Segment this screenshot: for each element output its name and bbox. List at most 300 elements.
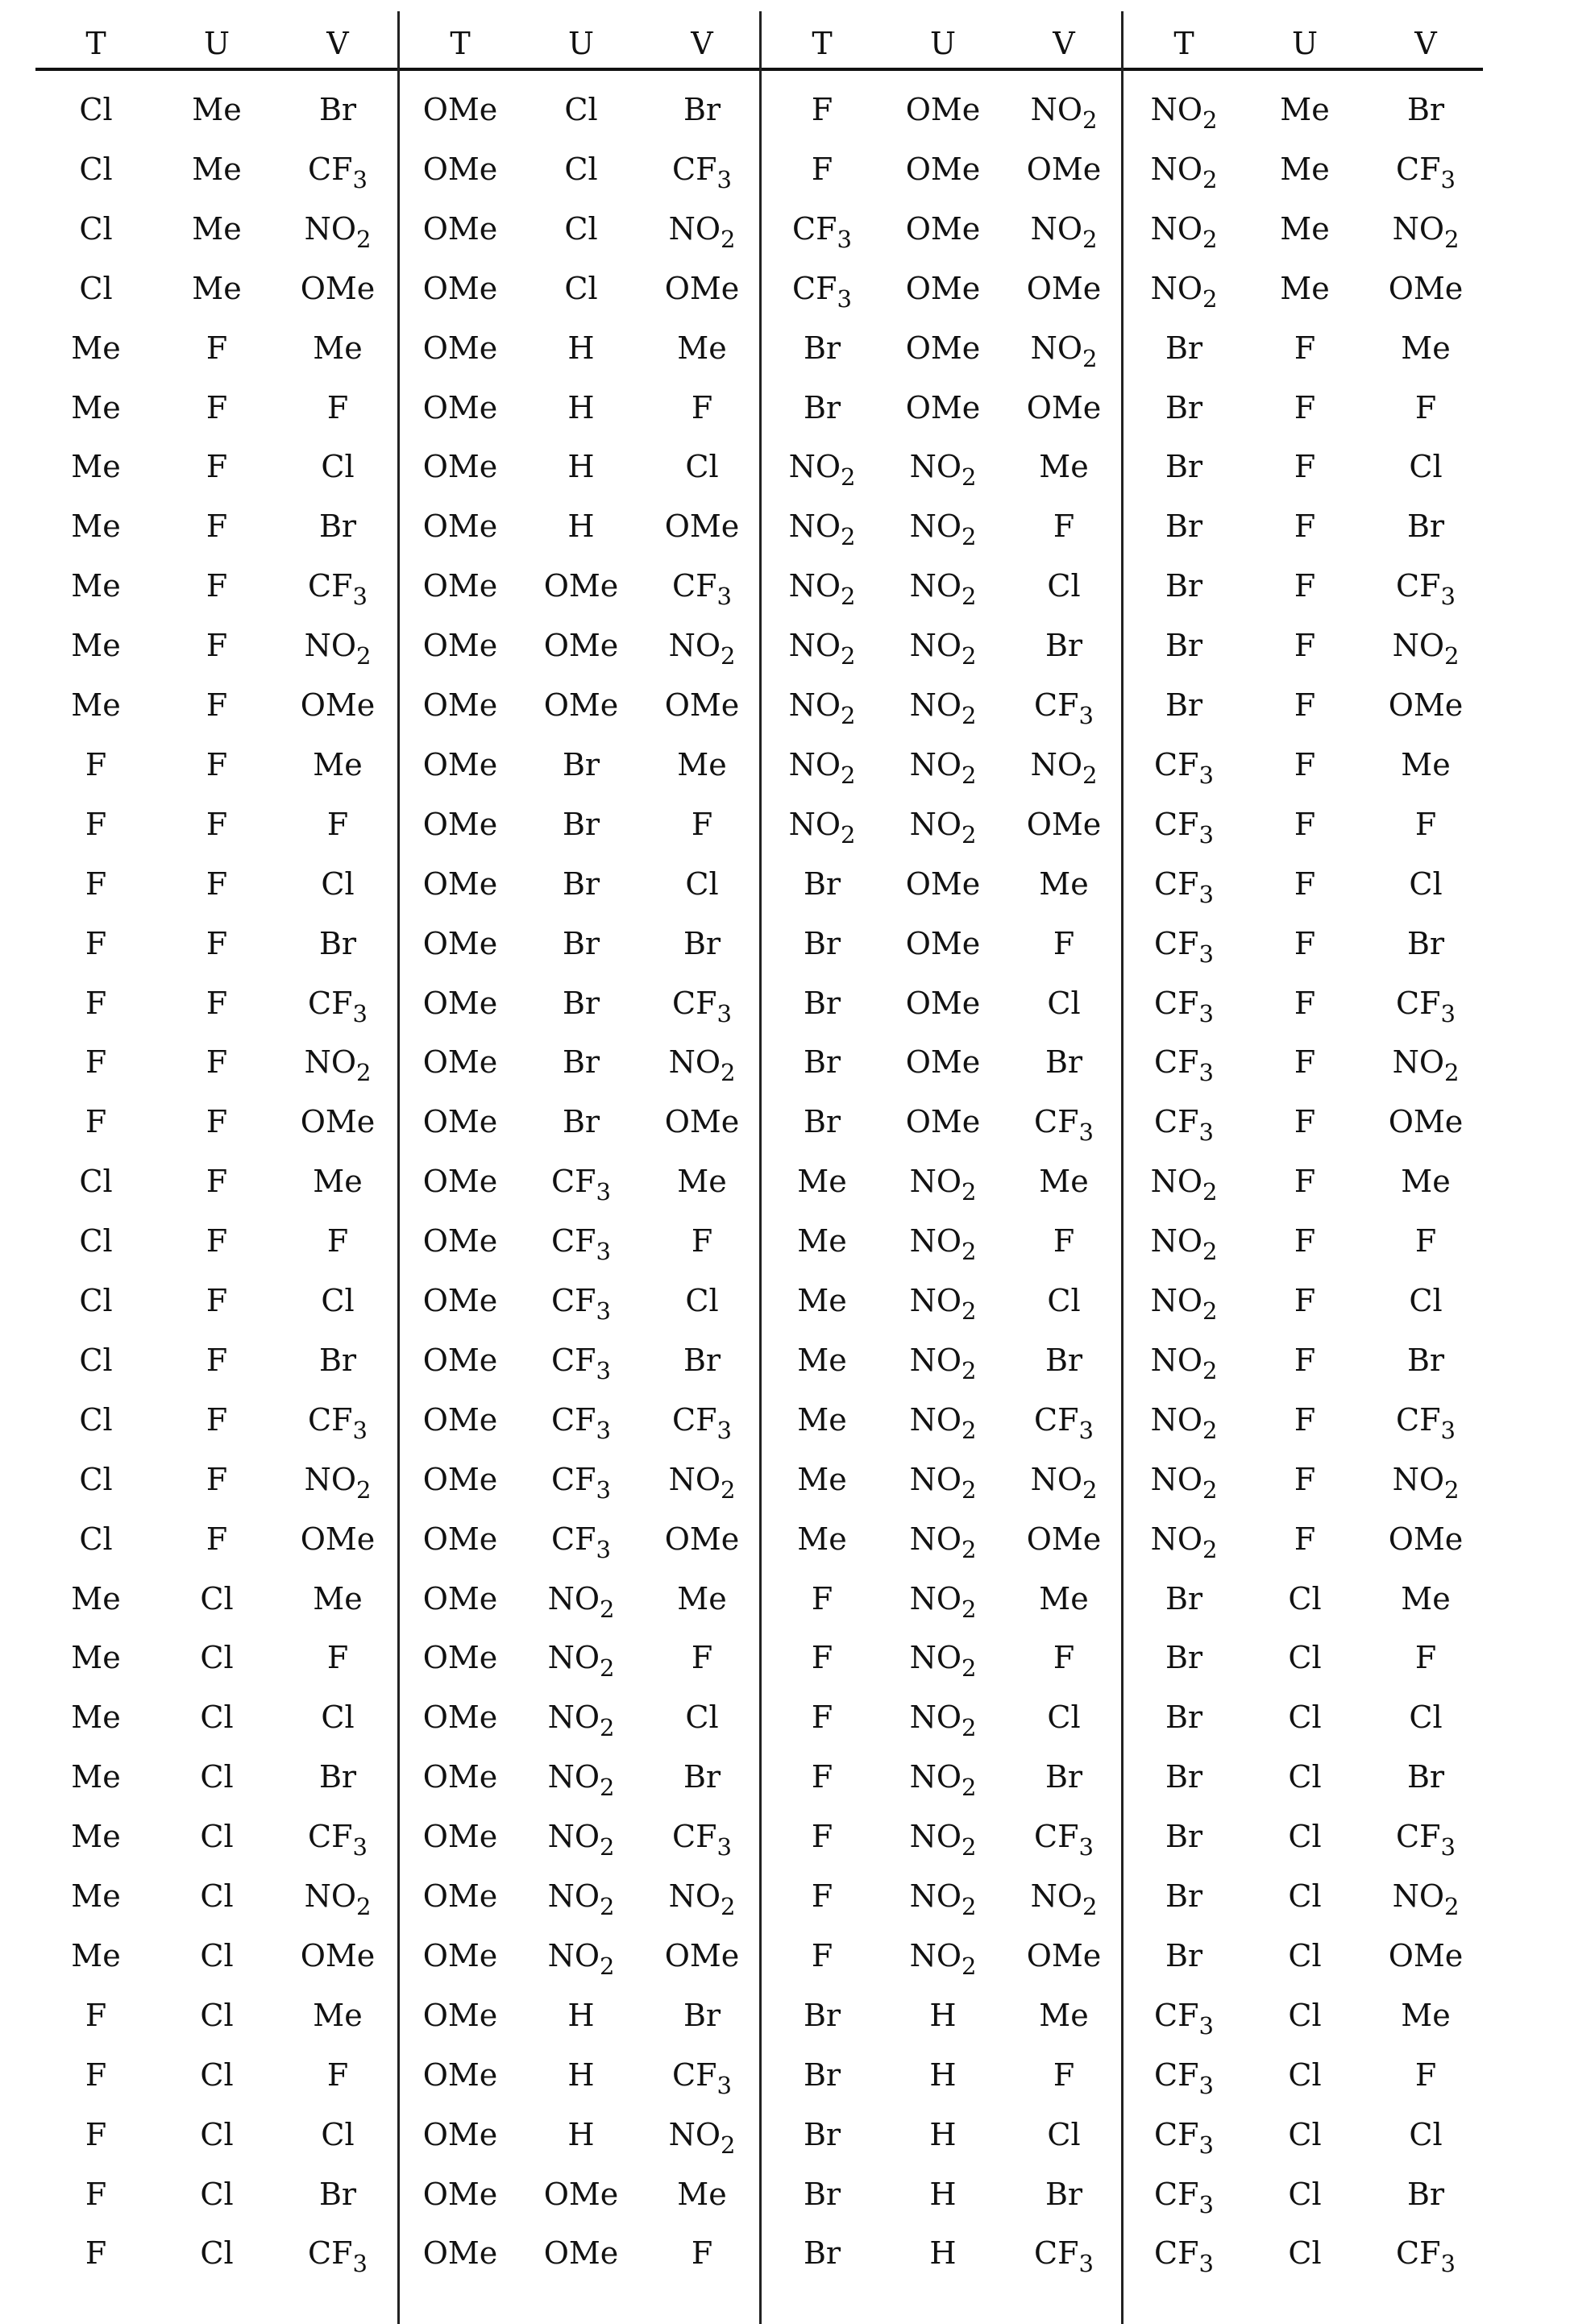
column-header-u: U [1244,26,1365,61]
table-row [400,568,762,628]
cell-v: OMe [277,271,398,306]
cell-v: CF3 [642,568,762,604]
cell-u: NO2 [521,1699,642,1735]
cell-v: CF3 [1003,1104,1124,1139]
cell-t: F [35,2117,156,2152]
cell-t: CF3 [1124,866,1244,902]
cell-u: NO2 [883,1878,1003,1914]
table-row [1124,807,1485,866]
cell-t: OMe [400,2235,521,2271]
cell-u: NO2 [883,807,1003,842]
table-row [1124,1044,1485,1104]
cell-u: NO2 [521,1581,642,1616]
cell-t: Cl [35,1343,156,1378]
table-row [1124,449,1485,508]
cell-u: NO2 [883,1699,1003,1735]
cell-v: CF3 [1003,1819,1124,1854]
cell-t: NO2 [762,508,883,544]
table-row [400,866,762,926]
cell-u: Cl [156,2117,277,2152]
cell-u: Br [521,807,642,842]
cell-v: F [642,1223,762,1259]
cell-t: Br [1124,1938,1244,1973]
cell-u: H [521,330,642,366]
cell-t: Br [1124,1878,1244,1914]
cell-u: F [1244,330,1365,366]
cell-v: OMe [642,508,762,544]
table-row [400,1938,762,1998]
cell-t: Br [762,926,883,961]
cell-t: NO2 [1124,211,1244,247]
cell-t: F [35,986,156,1021]
cell-t: NO2 [762,628,883,663]
cell-t: F [762,1699,883,1735]
table-row [762,330,1124,390]
cell-u: Cl [156,1878,277,1914]
cell-v: Me [277,1581,398,1616]
cell-u: F [1244,508,1365,544]
cell-t: NO2 [762,807,883,842]
cell-u: NO2 [883,1759,1003,1795]
cell-u: Me [156,271,277,306]
cell-v: Me [1003,1581,1124,1616]
table-row [400,926,762,986]
cell-t: Me [762,1402,883,1438]
cell-t: CF3 [1124,1104,1244,1139]
cell-v: Cl [277,449,398,484]
cell-t: CF3 [762,271,883,306]
table-row [762,508,1124,568]
header-row [762,26,1124,74]
cell-v: Me [642,2177,762,2212]
cell-u: Cl [156,1819,277,1854]
cell-u: F [156,807,277,842]
cell-t: F [35,2177,156,2212]
cell-u: F [156,508,277,544]
cell-u: OMe [883,866,1003,902]
cell-v: Br [1003,2177,1124,2212]
table-row [35,1878,397,1938]
table-row [762,747,1124,807]
cell-t: NO2 [762,687,883,723]
cell-t: OMe [400,2057,521,2093]
table-row [35,1819,397,1878]
cell-v: OMe [1003,271,1124,306]
cell-t: Cl [35,92,156,127]
cell-t: Me [35,330,156,366]
cell-t: F [35,1104,156,1139]
cell-t: CF3 [1124,1998,1244,2033]
cell-t: Br [1124,1699,1244,1735]
cell-v: Me [1365,330,1486,366]
cell-t: OMe [400,1044,521,1080]
cell-u: NO2 [521,1819,642,1854]
table-row [1124,1283,1485,1343]
table-row [762,687,1124,747]
cell-v: Me [642,747,762,782]
cell-u: Br [521,926,642,961]
table-row [35,1699,397,1759]
table-row [1124,1878,1485,1938]
cell-u: F [156,747,277,782]
cell-u: F [1244,1044,1365,1080]
cell-t: Br [762,866,883,902]
table-row [400,1581,762,1641]
cell-v: OMe [1003,1938,1124,1973]
cell-v: NO2 [1003,92,1124,127]
column-header-u: U [521,26,642,61]
cell-t: Cl [35,1402,156,1438]
cell-v: CF3 [277,2235,398,2271]
table-row [400,1462,762,1521]
table-row [400,271,762,330]
cell-v: Cl [1365,2117,1486,2152]
cell-u: NO2 [883,687,1003,723]
cell-u: F [156,1104,277,1139]
cell-v: OMe [1365,1104,1486,1139]
table-row [762,1164,1124,1223]
cell-v: Me [1003,449,1124,484]
cell-v: F [1365,1640,1486,1675]
table-row [762,1819,1124,1878]
table-row [1124,1819,1485,1878]
table-row [35,1581,397,1641]
cell-v: NO2 [277,1044,398,1080]
cell-t: Br [1124,330,1244,366]
cell-u: NO2 [883,1164,1003,1199]
cell-u: OMe [521,628,642,663]
cell-u: F [156,926,277,961]
table-row [400,1759,762,1819]
cell-v: NO2 [642,1044,762,1080]
cell-t: OMe [400,92,521,127]
table-row [35,2057,397,2117]
table-row [1124,1402,1485,1462]
cell-t: Me [762,1223,883,1259]
cell-v: CF3 [1003,1402,1124,1438]
cell-v: OMe [642,687,762,723]
cell-t: F [35,866,156,902]
cell-t: OMe [400,807,521,842]
cell-t: CF3 [1124,2235,1244,2271]
cell-u: Br [521,747,642,782]
cell-v: OMe [1365,271,1486,306]
table-row [400,1044,762,1104]
table-row [400,1640,762,1699]
cell-v: F [1003,926,1124,961]
cell-u: NO2 [883,628,1003,663]
cell-t: Br [762,1104,883,1139]
cell-v: OMe [1003,807,1124,842]
table-row [35,508,397,568]
table-row [400,2117,762,2177]
cell-v: NO2 [1365,628,1486,663]
cell-u: F [1244,1283,1365,1318]
cell-u: CF3 [521,1462,642,1497]
cell-v: Br [277,508,398,544]
cell-t: NO2 [1124,1402,1244,1438]
cell-u: F [1244,747,1365,782]
table-row [35,330,397,390]
cell-v: NO2 [1365,1044,1486,1080]
table-row [35,449,397,508]
cell-u: Me [156,92,277,127]
cell-t: Br [762,986,883,1021]
cell-u: F [1244,1462,1365,1497]
table-row [1124,1462,1485,1521]
cell-v: Cl [1365,1283,1486,1318]
table-row [762,1699,1124,1759]
cell-v: Br [277,1343,398,1378]
cell-t: OMe [400,211,521,247]
table-row [35,2117,397,2177]
cell-v: CF3 [642,2057,762,2093]
table-row [762,2235,1124,2295]
cell-u: F [156,449,277,484]
cell-v: F [1003,508,1124,544]
column-group-1 [35,11,397,2324]
cell-v: NO2 [1003,1462,1124,1497]
cell-v: Me [1003,866,1124,902]
cell-v: Me [642,1581,762,1616]
cell-t: F [35,747,156,782]
table-row [35,807,397,866]
cell-u: F [156,390,277,425]
cell-v: F [277,1640,398,1675]
cell-t: CF3 [762,211,883,247]
cell-t: Br [762,2235,883,2271]
table-row [762,866,1124,926]
cell-t: Me [762,1462,883,1497]
cell-u: Br [521,986,642,1021]
cell-u: OMe [883,271,1003,306]
cell-v: CF3 [277,986,398,1021]
cell-v: OMe [1003,390,1124,425]
column-group-3 [759,11,1124,2324]
cell-v: F [277,390,398,425]
cell-u: H [521,449,642,484]
table-row [35,271,397,330]
table-row [1124,1938,1485,1998]
cell-t: OMe [400,986,521,1021]
cell-u: OMe [883,926,1003,961]
column-header-t: T [1124,26,1244,61]
table-row [35,2235,397,2295]
column-header-v: V [642,26,762,61]
table-row [1124,1521,1485,1581]
cell-u: F [1244,1164,1365,1199]
table-row [762,211,1124,271]
cell-t: OMe [400,1640,521,1675]
table-row [1124,211,1485,271]
cell-t: F [762,1640,883,1675]
cell-u: Cl [521,92,642,127]
cell-u: Cl [1244,1878,1365,1914]
cell-v: NO2 [1003,1878,1124,1914]
column-header-t: T [400,26,521,61]
cell-v: NO2 [1003,211,1124,247]
cell-u: NO2 [883,508,1003,544]
table-row [35,866,397,926]
cell-u: F [156,687,277,723]
cell-v: CF3 [1365,151,1486,187]
cell-u: Cl [156,1998,277,2033]
cell-u: Cl [1244,1998,1365,2033]
table-row [762,568,1124,628]
cell-v: F [1003,1223,1124,1259]
cell-t: OMe [400,1462,521,1497]
cell-t: NO2 [1124,1521,1244,1557]
cell-t: OMe [400,1521,521,1557]
table-row [762,92,1124,151]
cell-t: OMe [400,330,521,366]
cell-u: Cl [521,151,642,187]
cell-v: Me [1003,1164,1124,1199]
cell-u: OMe [883,151,1003,187]
table-row [762,628,1124,687]
cell-v: Br [1365,508,1486,544]
cell-v: Br [1365,1759,1486,1795]
cell-v: CF3 [642,151,762,187]
cell-u: OMe [883,390,1003,425]
table-row [400,687,762,747]
table-row [762,1938,1124,1998]
cell-t: Me [35,628,156,663]
cell-t: OMe [400,687,521,723]
cell-v: CF3 [277,1402,398,1438]
cell-u: F [156,866,277,902]
cell-t: OMe [400,2117,521,2152]
table-row [762,1759,1124,1819]
table-row [400,1343,762,1402]
cell-v: Br [642,1759,762,1795]
cell-t: Br [1124,1759,1244,1795]
cell-t: Br [1124,568,1244,604]
table-row [400,2057,762,2117]
cell-u: Cl [156,1640,277,1675]
cell-t: F [35,2057,156,2093]
cell-v: NO2 [642,211,762,247]
table-row [400,2177,762,2236]
cell-t: OMe [400,1759,521,1795]
cell-v: CF3 [642,1402,762,1438]
table-row [400,986,762,1045]
cell-t: CF3 [1124,1044,1244,1080]
cell-t: NO2 [1124,1223,1244,1259]
cell-t: Br [1124,687,1244,723]
cell-u: Cl [156,1699,277,1735]
cell-u: NO2 [883,747,1003,782]
table-row [35,1998,397,2057]
cell-v: Br [1365,92,1486,127]
table-row [400,747,762,807]
cell-v: OMe [277,1938,398,1973]
cell-v: Cl [1003,2117,1124,2152]
table-row [35,747,397,807]
cell-v: Cl [1003,568,1124,604]
column-group-4 [1121,11,1485,2324]
cell-v: F [642,390,762,425]
cell-t: F [762,151,883,187]
table-row [400,1998,762,2057]
table-row [1124,628,1485,687]
table-row [400,330,762,390]
table-row [35,1521,397,1581]
cell-t: F [762,1938,883,1973]
cell-t: NO2 [1124,1343,1244,1378]
cell-u: H [883,2177,1003,2212]
cell-v: Me [277,747,398,782]
table-row [35,211,397,271]
cell-v: OMe [277,1104,398,1139]
table-row [762,1104,1124,1164]
cell-u: H [521,2117,642,2152]
table-row [400,1878,762,1938]
table-row [400,1699,762,1759]
cell-u: F [1244,986,1365,1021]
cell-v: F [642,1640,762,1675]
cell-u: F [156,1164,277,1199]
cell-v: Me [1365,1164,1486,1199]
table-row [1124,747,1485,807]
table-row [1124,1640,1485,1699]
cell-t: Cl [35,1283,156,1318]
cell-v: Cl [277,866,398,902]
cell-v: OMe [1365,1938,1486,1973]
table-row [35,1223,397,1283]
table-row [400,628,762,687]
cell-u: Cl [1244,1938,1365,1973]
table-row [1124,2117,1485,2177]
cell-v: OMe [642,1104,762,1139]
cell-v: NO2 [1365,1462,1486,1497]
cell-v: Br [642,1998,762,2033]
table-row [400,1223,762,1283]
cell-v: NO2 [277,211,398,247]
cell-u: Br [521,866,642,902]
cell-t: OMe [400,1343,521,1378]
cell-v: Cl [277,1699,398,1735]
cell-v: Cl [642,1699,762,1735]
cell-u: H [883,2057,1003,2093]
cell-u: Cl [1244,1699,1365,1735]
cell-v: Br [277,1759,398,1795]
header-row [1124,26,1485,74]
table-row [762,1462,1124,1521]
cell-t: OMe [400,1402,521,1438]
table-row [762,1878,1124,1938]
cell-v: CF3 [277,1819,398,1854]
cell-v: NO2 [642,2117,762,2152]
cell-u: OMe [521,2235,642,2271]
cell-u: F [156,330,277,366]
cell-t: Cl [35,1223,156,1259]
cell-v: Cl [642,866,762,902]
cell-t: Me [762,1164,883,1199]
cell-u: Me [156,211,277,247]
cell-t: OMe [400,1223,521,1259]
cell-t: Me [35,1819,156,1854]
cell-u: Me [1244,211,1365,247]
table-row [762,449,1124,508]
cell-u: NO2 [883,1223,1003,1259]
cell-v: Me [642,330,762,366]
table-row [1124,1759,1485,1819]
cell-v: OMe [642,1938,762,1973]
cell-v: F [277,807,398,842]
table-row [400,151,762,211]
cell-u: NO2 [883,1938,1003,1973]
